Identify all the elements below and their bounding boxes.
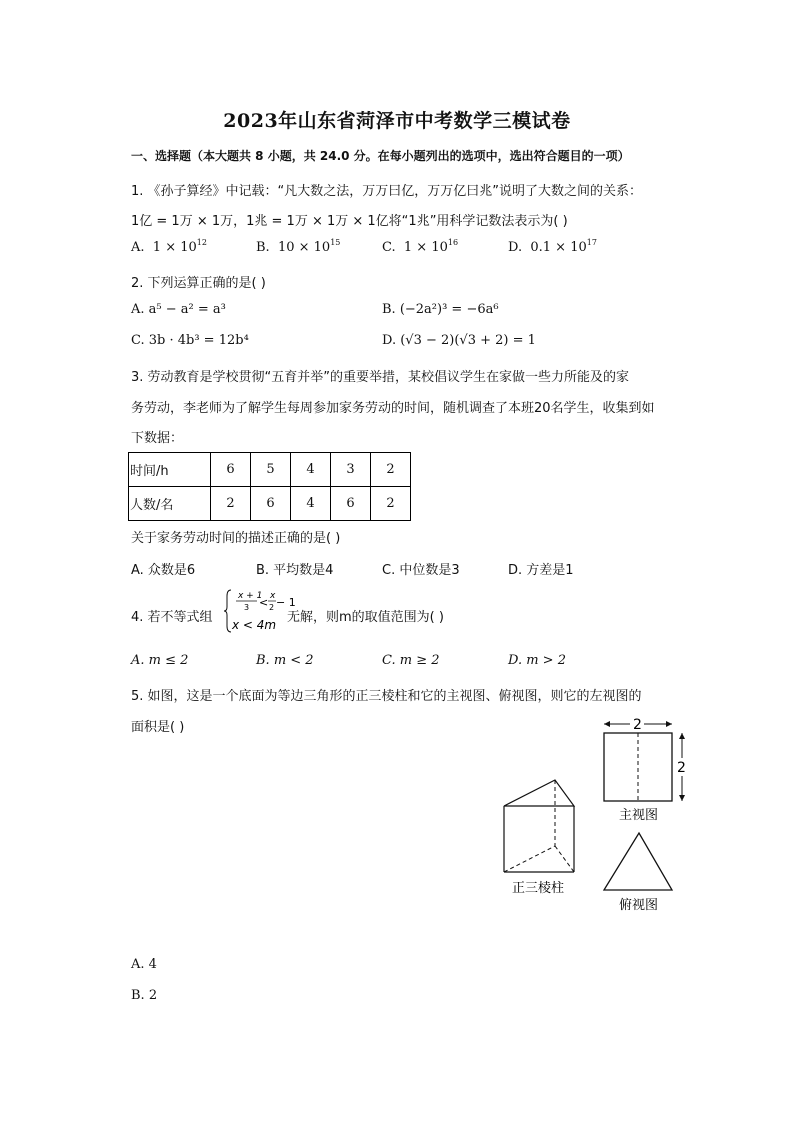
q3-option-a[interactable]: A. 众数是6 <box>131 563 196 578</box>
ineq1-mid: < <box>259 596 269 609</box>
table-cell: 6 <box>211 453 251 487</box>
height-dimension <box>677 733 686 801</box>
front-view-label: 主视图 <box>619 808 659 823</box>
q1-option-d[interactable]: D. $0.1 \times 10^{17}$ <box>508 238 597 255</box>
table-cell: 6 <box>331 487 371 521</box>
q3-data-table <box>128 452 411 521</box>
table-row <box>129 487 411 521</box>
q2-option-a[interactable]: A. a⁵ − a² = a³ <box>131 302 226 317</box>
ineq1-den1: 3 <box>244 603 250 612</box>
table-cell: 2 <box>211 487 251 521</box>
table-header-count: 人数/名 <box>129 487 211 521</box>
q1-stem-line1: 1. 《孙子算经》中记载：“凡大数之法，万万曰亿，万万亿曰兆”说明了大数之间的关系： <box>131 184 643 199</box>
width-dimension <box>604 717 672 733</box>
top-view <box>604 833 672 890</box>
q5-option-a[interactable]: A. 4 <box>131 957 157 972</box>
q4-prefix: 4. 若不等式组 <box>131 610 213 625</box>
q3-stem-line3: 下数据： <box>131 431 184 446</box>
brace-icon <box>224 590 231 632</box>
table-row <box>129 453 411 487</box>
q3-stem-line2: 务劳动，李老师为了解学生每周参加家务劳动的时间，随机调查了本班20名学生，收集到如 <box>131 401 655 416</box>
q4-option-c[interactable]: C. m ≥ 2 <box>382 653 440 668</box>
q5-figure <box>490 712 700 922</box>
table-cell: 2 <box>371 453 411 487</box>
table-header-time: 时间/h <box>129 453 211 487</box>
ineq1-num2: x <box>270 591 276 601</box>
section-heading: 一、选择题（本大题共 8 小题，共 24.0 分。在每小题列出的选项中，选出符合题目的一项） <box>131 149 630 163</box>
ineq1-tail: − 1 <box>276 596 296 609</box>
q3-option-c[interactable]: C. 中位数是3 <box>382 563 460 578</box>
q4-option-b[interactable]: B. m < 2 <box>256 653 314 668</box>
q1-stem-line2: 1亿 = 1万 × 1万，1兆 = 1万 × 1万 × 1亿将“1兆”用科学记数法表示为( ) <box>131 214 568 229</box>
front-view <box>604 733 672 801</box>
ineq1-den2: 2 <box>269 603 275 612</box>
table-cell: 3 <box>331 453 371 487</box>
q3-option-d[interactable]: D. 方差是1 <box>508 563 574 578</box>
ineq2: x < 4m <box>232 618 277 632</box>
q2-option-b[interactable]: B. (−2a²)³ = −6a⁶ <box>382 302 499 317</box>
prism-drawing <box>504 780 574 872</box>
q3-option-b[interactable]: B. 平均数是4 <box>256 563 334 578</box>
q4-inequality-system <box>224 588 296 634</box>
table-cell: 4 <box>291 487 331 521</box>
top-view-label: 俯视图 <box>619 898 659 913</box>
height-label: 2 <box>677 760 686 776</box>
table-cell: 2 <box>371 487 411 521</box>
q1-option-a[interactable]: A. $1 \times 10^{12}$ <box>131 238 207 255</box>
q4-option-d[interactable]: D. m > 2 <box>508 653 566 668</box>
table-cell: 4 <box>291 453 331 487</box>
q2-stem: 2. 下列运算正确的是( ) <box>131 276 266 291</box>
q2-option-c[interactable]: C. 3b · 4b³ = 12b⁴ <box>131 333 249 348</box>
q4-option-a[interactable]: A. m ≤ 2 <box>131 653 189 668</box>
ineq1-num1: x + 1 <box>238 591 263 601</box>
table-cell: 5 <box>251 453 291 487</box>
prism-label: 正三棱柱 <box>512 881 565 896</box>
q1-option-c[interactable]: C. $1 \times 10^{16}$ <box>382 238 459 255</box>
q3-stem-line1: 3. 劳动教育是学校贯彻“五育并举”的重要举措，某校倡议学生在家做一些力所能及的家 <box>131 370 630 385</box>
q1-option-b[interactable]: B. $10 \times 10^{15}$ <box>256 238 341 255</box>
page-title: 2023年山东省菏泽市中考数学三模试卷 <box>223 110 571 132</box>
q5-stem-line1: 5. 如图，这是一个底面为等边三角形的正三棱柱和它的主视图、俯视图，则它的左视图的 <box>131 689 642 704</box>
q5-option-b[interactable]: B. 2 <box>131 988 158 1003</box>
width-label: 2 <box>633 717 642 733</box>
q3-question: 关于家务劳动时间的描述正确的是( ) <box>131 531 341 546</box>
q5-stem-line2: 面积是( ) <box>131 720 185 735</box>
q2-option-d[interactable]: D. (√3 − 2)(√3 + 2) = 1 <box>382 333 536 348</box>
q4-suffix: 无解，则m的取值范围为( ) <box>287 610 444 625</box>
table-cell: 6 <box>251 487 291 521</box>
